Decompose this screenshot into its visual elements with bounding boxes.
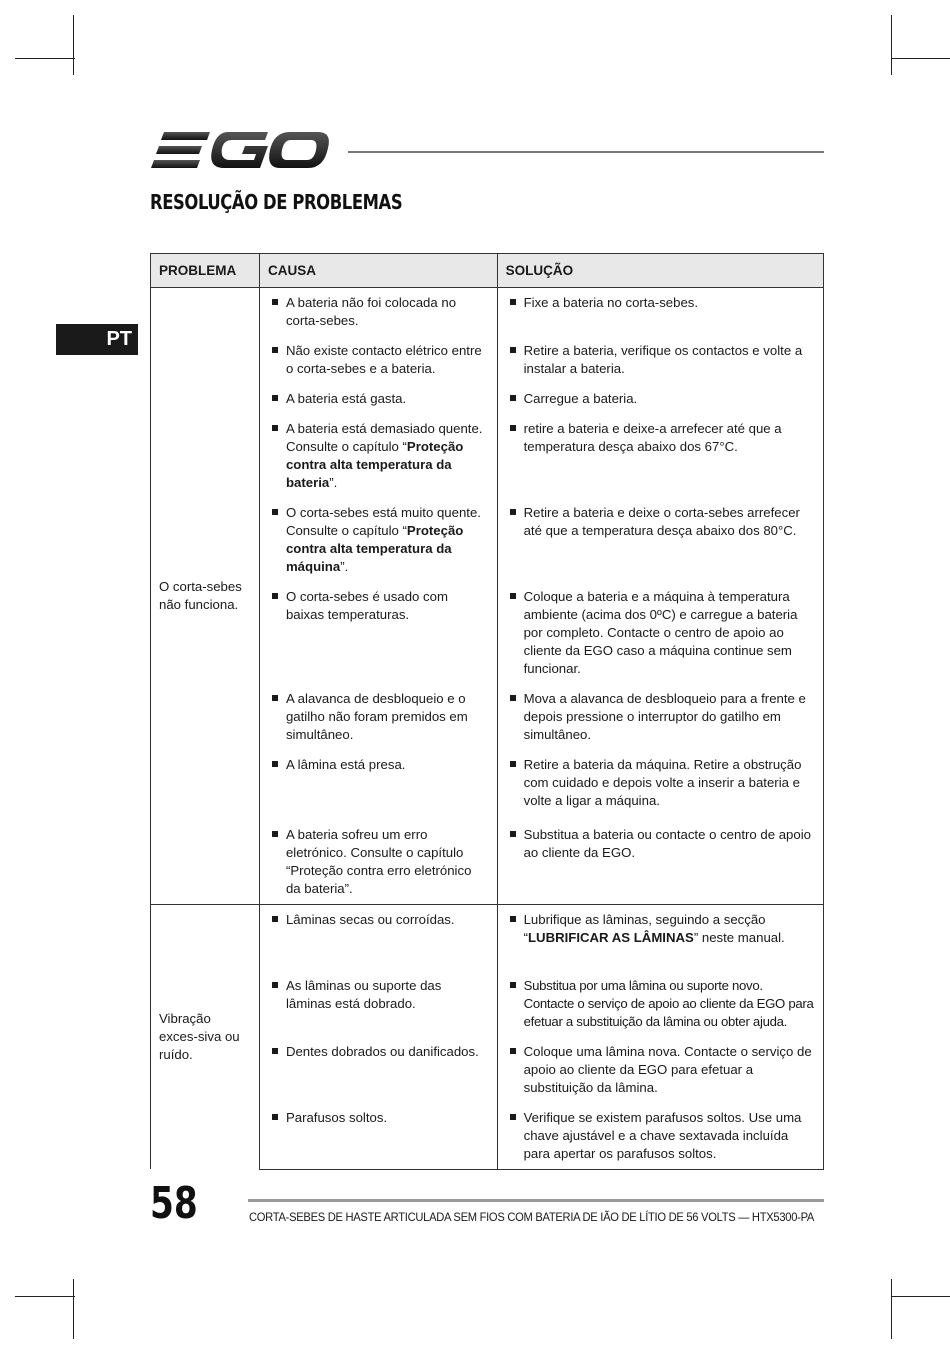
cause-item: Não existe contacto elétrico entre o corta-sebes e a bateria. (268, 336, 489, 384)
cause-item: Lâminas secas ou corroídas. (268, 905, 489, 935)
crop-mark (15, 1296, 75, 1297)
solution-item: Mova a alavanca de desbloqueio para a frente e depois pressione o interruptor do gatilho em simultâneo. (506, 684, 815, 750)
cause-item: A bateria sofreu um erro eletrónico. Consulte o capítulo “Proteção contra erro eletrónico da bateria”. (268, 820, 489, 904)
crop-mark (73, 1279, 74, 1339)
page-title: RESOLUÇÃO DE PROBLEMAS (150, 190, 403, 214)
cause-item: Dentes dobrados ou danificados. (268, 1037, 489, 1067)
language-tab: PT (56, 324, 138, 355)
cause-item: A alavanca de desbloqueio e o gatilho não foram premidos em simultâneo. (268, 684, 489, 750)
problem-cell: O corta-sebes não funciona. (151, 288, 260, 905)
crop-mark (15, 58, 75, 59)
table-row (151, 288, 824, 337)
ego-logo (150, 128, 332, 172)
cause-item: As lâminas ou suporte das lâminas está dobrado. (268, 971, 489, 1019)
cause-item: A bateria está demasiado quente. Consulte o capítulo “Proteção contra alta temperatura da bateria”. (268, 414, 489, 498)
crop-mark (891, 1296, 950, 1297)
crop-mark (891, 1279, 892, 1339)
header-solution: SOLUÇÃO (497, 254, 823, 288)
header-problem: PROBLEMA (151, 254, 260, 288)
footer-rule (248, 1199, 824, 1202)
header-rule (348, 151, 824, 153)
troubleshooting-table (150, 253, 824, 1170)
solution-item: Retire a bateria da máquina. Retire a obstrução com cuidado e depois volte a inserir a bateria e volte a ligar a máquina. (506, 750, 815, 816)
solution-item: Fixe a bateria no corta-sebes. (506, 288, 815, 318)
solution-item: Verifique se existem parafusos soltos. Use uma chave ajustável e a chave sextavada incluída para apertar os parafusos soltos. (506, 1103, 815, 1169)
page-number: 58 (150, 1178, 198, 1229)
crop-mark (73, 15, 74, 75)
crop-mark (891, 15, 892, 75)
solution-item: Retire a bateria e deixe o corta-sebes arrefecer até que a temperatura desça abaixo dos 80°C. (506, 498, 815, 546)
cause-item: A bateria não foi colocada no corta-sebes. (268, 288, 489, 336)
problem-cell: Vibração exces-siva ou ruído. (151, 905, 260, 1170)
cause-item: A bateria está gasta. (268, 384, 489, 414)
cause-item: O corta-sebes está muito quente. Consulte o capítulo “Proteção contra alta temperatura da máquina”. (268, 498, 489, 582)
cause-item: A lâmina está presa. (268, 750, 489, 780)
solution-item: Coloque uma lâmina nova. Contacte o serviço de apoio ao cliente da EGO para efetuar a substituição da lâmina. (506, 1037, 815, 1103)
solution-item: retire a bateria e deixe-a arrefecer até que a temperatura desça abaixo dos 67°C. (506, 414, 815, 462)
solution-item: Lubrifique as lâminas, seguindo a secção “LUBRIFICAR AS LÂMINAS” neste manual. (506, 905, 815, 953)
table-row (151, 905, 824, 971)
solution-item: Substitua por uma lâmina ou suporte novo. Contacte o serviço de apoio ao cliente da EGO para efetuar a substituição da lâmina ou obter ajuda. (506, 971, 815, 1037)
cause-item: Parafusos soltos. (268, 1103, 489, 1133)
solution-item: Retire a bateria, verifique os contactos e volte a instalar a bateria. (506, 336, 815, 384)
header-cause: CAUSA (259, 254, 497, 288)
solution-item: Carregue a bateria. (506, 384, 815, 414)
solution-item: Substitua a bateria ou contacte o centro de apoio ao cliente da EGO. (506, 820, 815, 868)
footer-text: CORTA-SEBES DE HASTE ARTICULADA SEM FIOS COM BATERIA DE IÃO DE LÍTIO DE 56 VOLTS — HTX5300-PA (249, 1210, 815, 1224)
table-header-row (151, 254, 824, 288)
cause-item: O corta-sebes é usado com baixas temperaturas. (268, 582, 489, 630)
solution-item: Coloque a bateria e a máquina à temperatura ambiente (acima dos 0ºC) e carregue a bateria por completo. Contacte o centro de apoio ao cliente da EGO caso a máquina continue sem funcionar. (506, 582, 815, 684)
crop-mark (891, 58, 950, 59)
